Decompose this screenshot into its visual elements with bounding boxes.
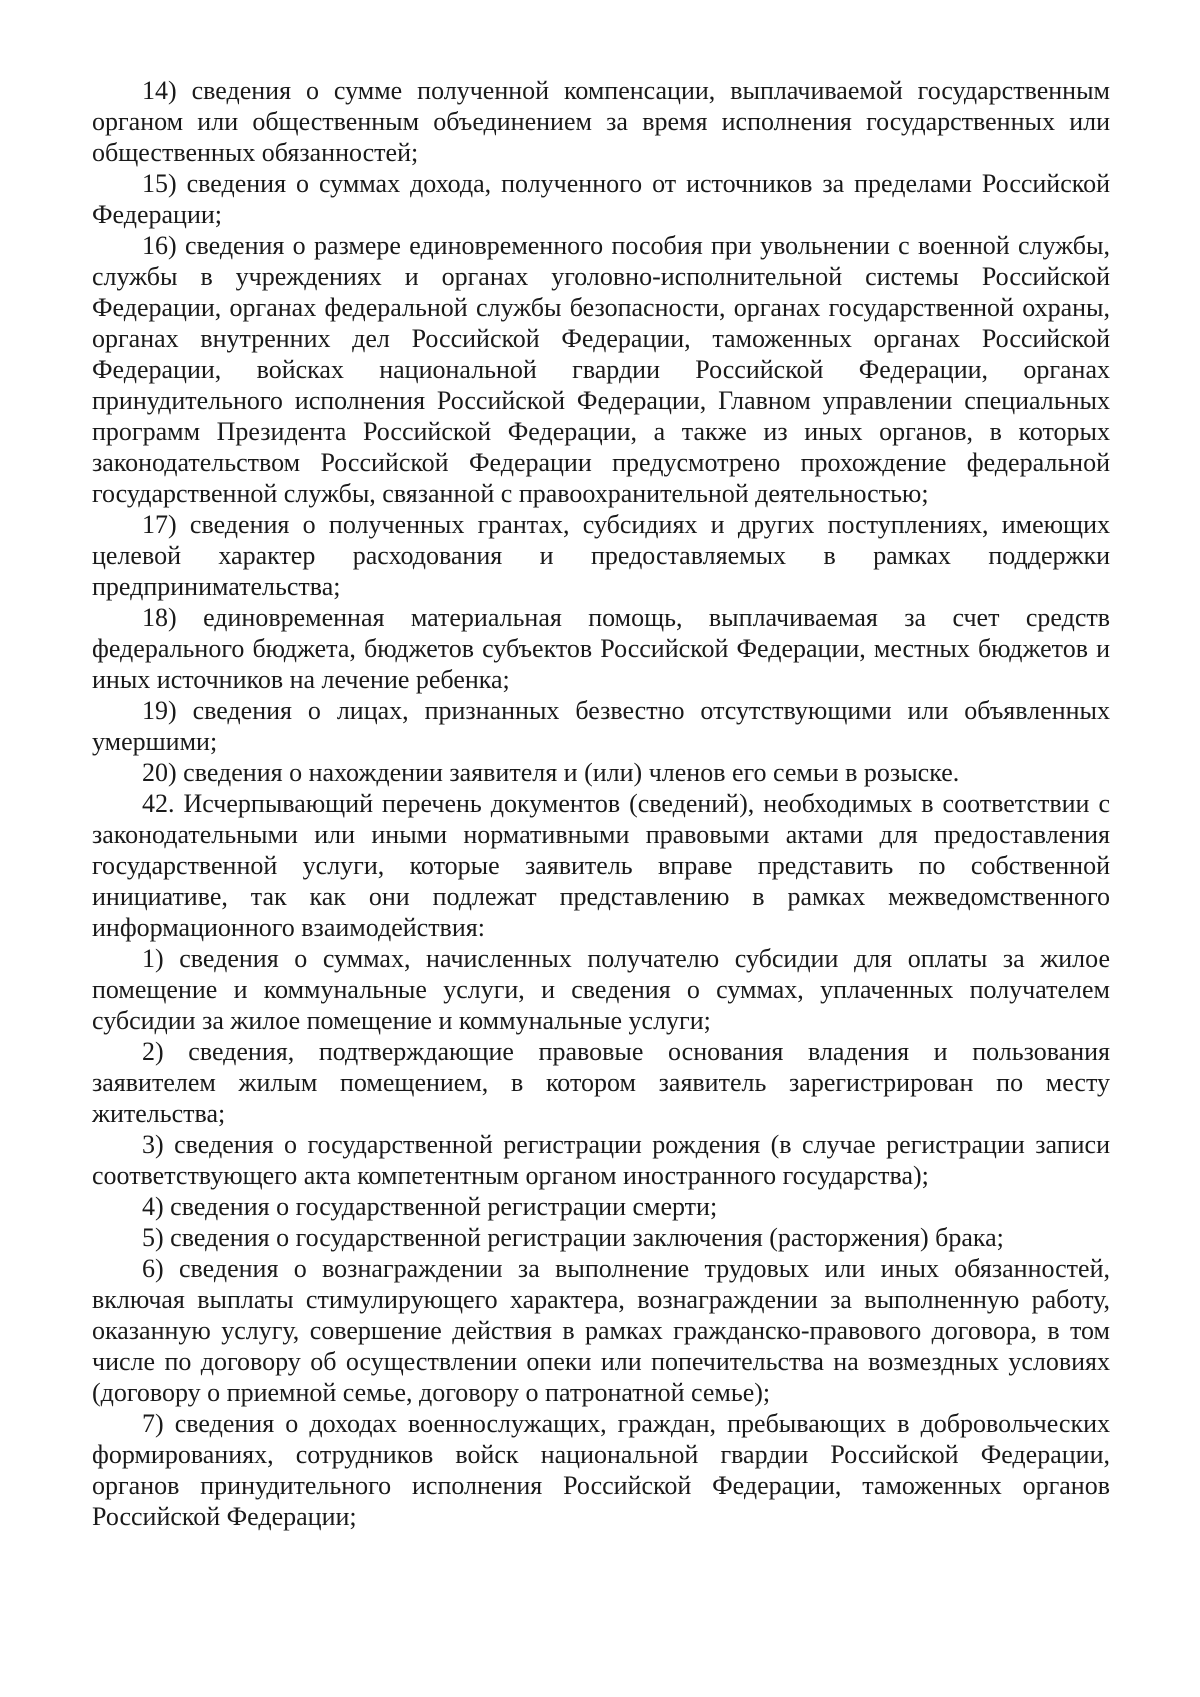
document-page — [92, 75, 1110, 1532]
paragraph-item-20: 20) сведения о нахождении заявителя и (или) членов его семьи в розыске. — [142, 758, 960, 787]
paragraph-item-4: 4) сведения о государственной регистрации смерти; — [142, 1192, 718, 1221]
paragraph-item-15: 15) сведения о суммах дохода, полученного от источников за пределами Российской Федерации; — [92, 169, 1110, 229]
paragraph-item-2: 2) сведения, подтверждающие правовые основания владения и пользования заявителем жилым помещением, в котором заявитель зарегистрирован по месту жительства; — [92, 1037, 1110, 1128]
paragraph-item-17: 17) сведения о полученных грантах, субсидиях и других поступлениях, имеющих целевой характер расходования и предоставляемых в рамках поддержки предпринимательства; — [92, 510, 1110, 601]
paragraph-item-18: 18) единовременная материальная помощь, выплачиваемая за счет средств федерального бюджета, бюджетов субъектов Российской Федерации, местных бюджетов и иных источников на лечение ребенка; — [92, 603, 1110, 694]
paragraph-item-14: 14) сведения о сумме полученной компенсации, выплачиваемой государственным органом или общественным объединением за время исполнения государственных или общественных обязанностей; — [92, 76, 1110, 167]
paragraph-item-3: 3) сведения о государственной регистрации рождения (в случае регистрации записи соответствующего акта компетентным органом иностранного государства); — [92, 1130, 1110, 1190]
paragraph-section-42: 42. Исчерпывающий перечень документов (сведений), необходимых в соответствии с законодательными или иными нормативными правовыми актами для предоставления государственной услуги, которые заявитель вправе представить по собственной инициативе, так как они подлежат представлению в рамках межведомственного информационного взаимодействия: — [92, 789, 1110, 942]
paragraph-item-19: 19) сведения о лицах, признанных безвестно отсутствующими или объявленных умершими; — [92, 696, 1110, 756]
paragraph-item-6: 6) сведения о вознаграждении за выполнение трудовых или иных обязанностей, включая выплаты стимулирующего характера, вознаграждении за выполненную работу, оказанную услугу, совершение действия в рамках гражданско-правового договора, в том числе по договору об осуществлении опеки или попечительства на возмездных условиях (договору о приемной семье, договору о патронатной семье); — [92, 1254, 1110, 1407]
paragraph-item-1: 1) сведения о суммах, начисленных получателю субсидии для оплаты за жилое помещение и коммунальные услуги, и сведения о суммах, уплаченных получателем субсидии за жилое помещение и коммунальные услуги; — [92, 944, 1110, 1035]
paragraph-item-16: 16) сведения о размере единовременного пособия при увольнении с военной службы, службы в учреждениях и органах уголовно-исполнительной системы Российской Федерации, органах федеральной службы безопасности, органах государственной охраны, органах внутренних дел Российской Федерации, таможенных органах Российской Федерации, войсках национальной гвардии Российской Федерации, органах принудительного исполнения Российской Федерации, Главном управлении специальных программ Президента Российской Федерации, а также из иных органов, в которых законодательством Российской Федерации предусмотрено прохождение федеральной государственной службы, связанной с правоохранительной деятельностью; — [92, 231, 1110, 508]
paragraph-item-7: 7) сведения о доходах военнослужащих, граждан, пребывающих в добровольческих формированиях, сотрудников войск национальной гвардии Российской Федерации, органов принудительного исполнения Российской Федерации, таможенных органов Российской Федерации; — [92, 1409, 1110, 1531]
paragraph-item-5: 5) сведения о государственной регистрации заключения (расторжения) брака; — [142, 1223, 1004, 1252]
